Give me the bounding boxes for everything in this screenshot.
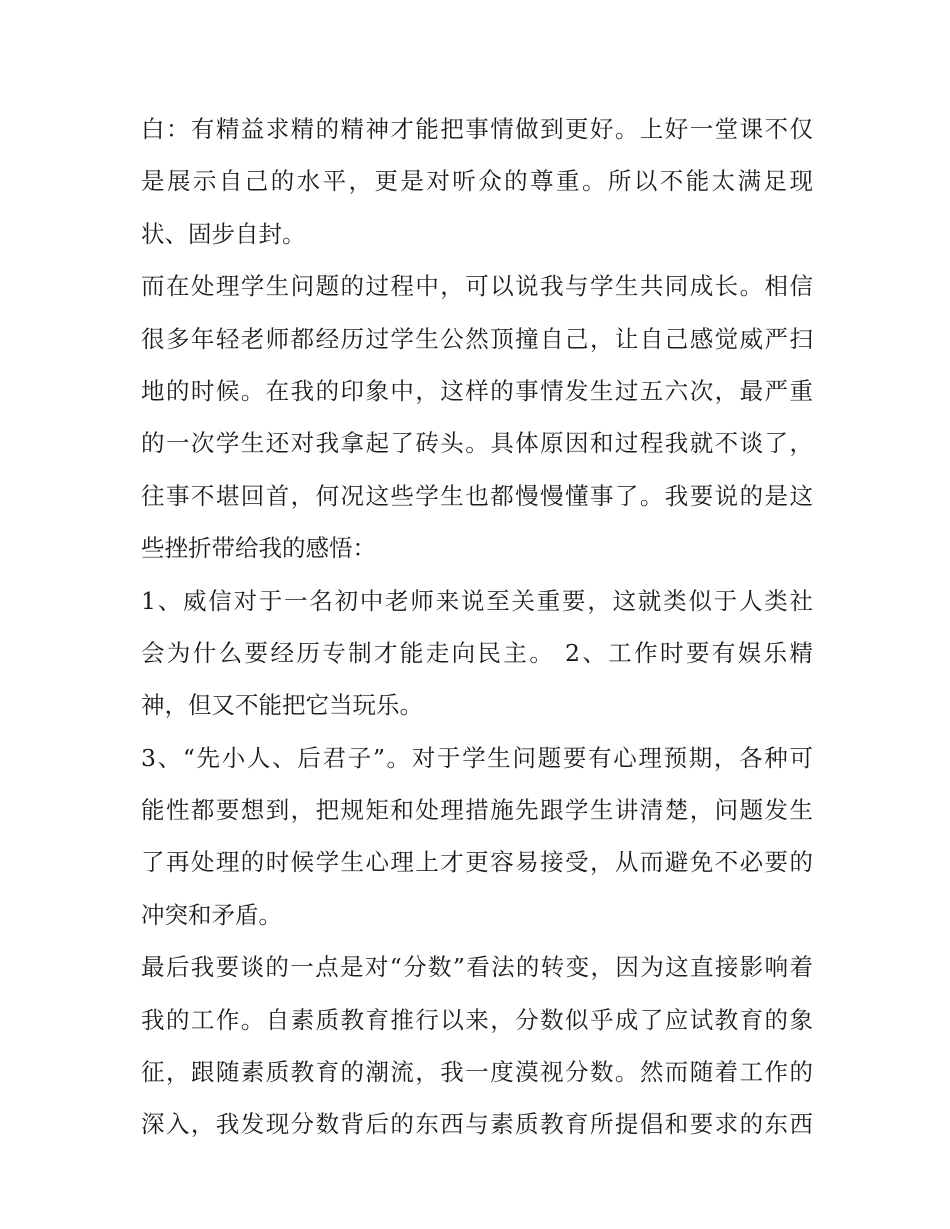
- text-line: 的一次学生还对我拿起了砖头。具体原因和过程我就不谈了，: [141, 429, 813, 458]
- text-line: 地的时候。在我的印象中，这样的事情发生过五六次，最严重: [141, 376, 813, 405]
- text-line: 最后我要谈的一点是对“分数”看法的转变，因为这直接影响着: [141, 953, 813, 982]
- text-line: 往事不堪回首，何况这些学生也都慢慢懂事了。我要说的是这: [141, 481, 813, 510]
- text-line: 状、固步自封。: [141, 219, 306, 248]
- text-line: 白：有精益求精的精神才能把事情做到更好。上好一堂课不仅: [141, 115, 813, 143]
- text-line: 是展示自己的水平，更是对听众的尊重。所以不能太满足现: [141, 167, 813, 196]
- text-line: 会为什么要经历专制才能走向民主。 2、工作时要有娱乐精: [141, 638, 813, 667]
- text-line: 征，跟随素质教育的潮流，我一度漠视分数。然而随着工作的: [141, 1058, 813, 1087]
- text-line: 深入，我发现分数背后的东西与素质教育所提倡和要求的东西: [141, 1110, 813, 1139]
- text-line: 1、威信对于一名初中老师来说至关重要，这就类似于人类社: [141, 586, 813, 615]
- text-line: 冲突和矛盾。: [141, 900, 282, 929]
- text-line: 而在处理学生问题的过程中，可以说我与学生共同成长。相信: [141, 272, 813, 301]
- body-text: [141, 103, 813, 1151]
- text-line: 很多年轻老师都经历过学生公然顶撞自己，让自己感觉威严扫: [141, 324, 813, 353]
- text-line: 些挫折带给我的感悟：: [141, 534, 376, 563]
- text-line: 3、“先小人、后君子”。对于学生问题要有心理预期，各种可: [141, 743, 813, 772]
- text-line: 神，但又不能把它当玩乐。: [141, 691, 423, 720]
- text-line: 能性都要想到，把规矩和处理措施先跟学生讲清楚，问题发生: [141, 796, 813, 825]
- text-line: 我的工作。自素质教育推行以来，分数似乎成了应试教育的象: [141, 1005, 813, 1034]
- text-line: 了再处理的时候学生心理上才更容易接受，从而避免不必要的: [141, 848, 813, 877]
